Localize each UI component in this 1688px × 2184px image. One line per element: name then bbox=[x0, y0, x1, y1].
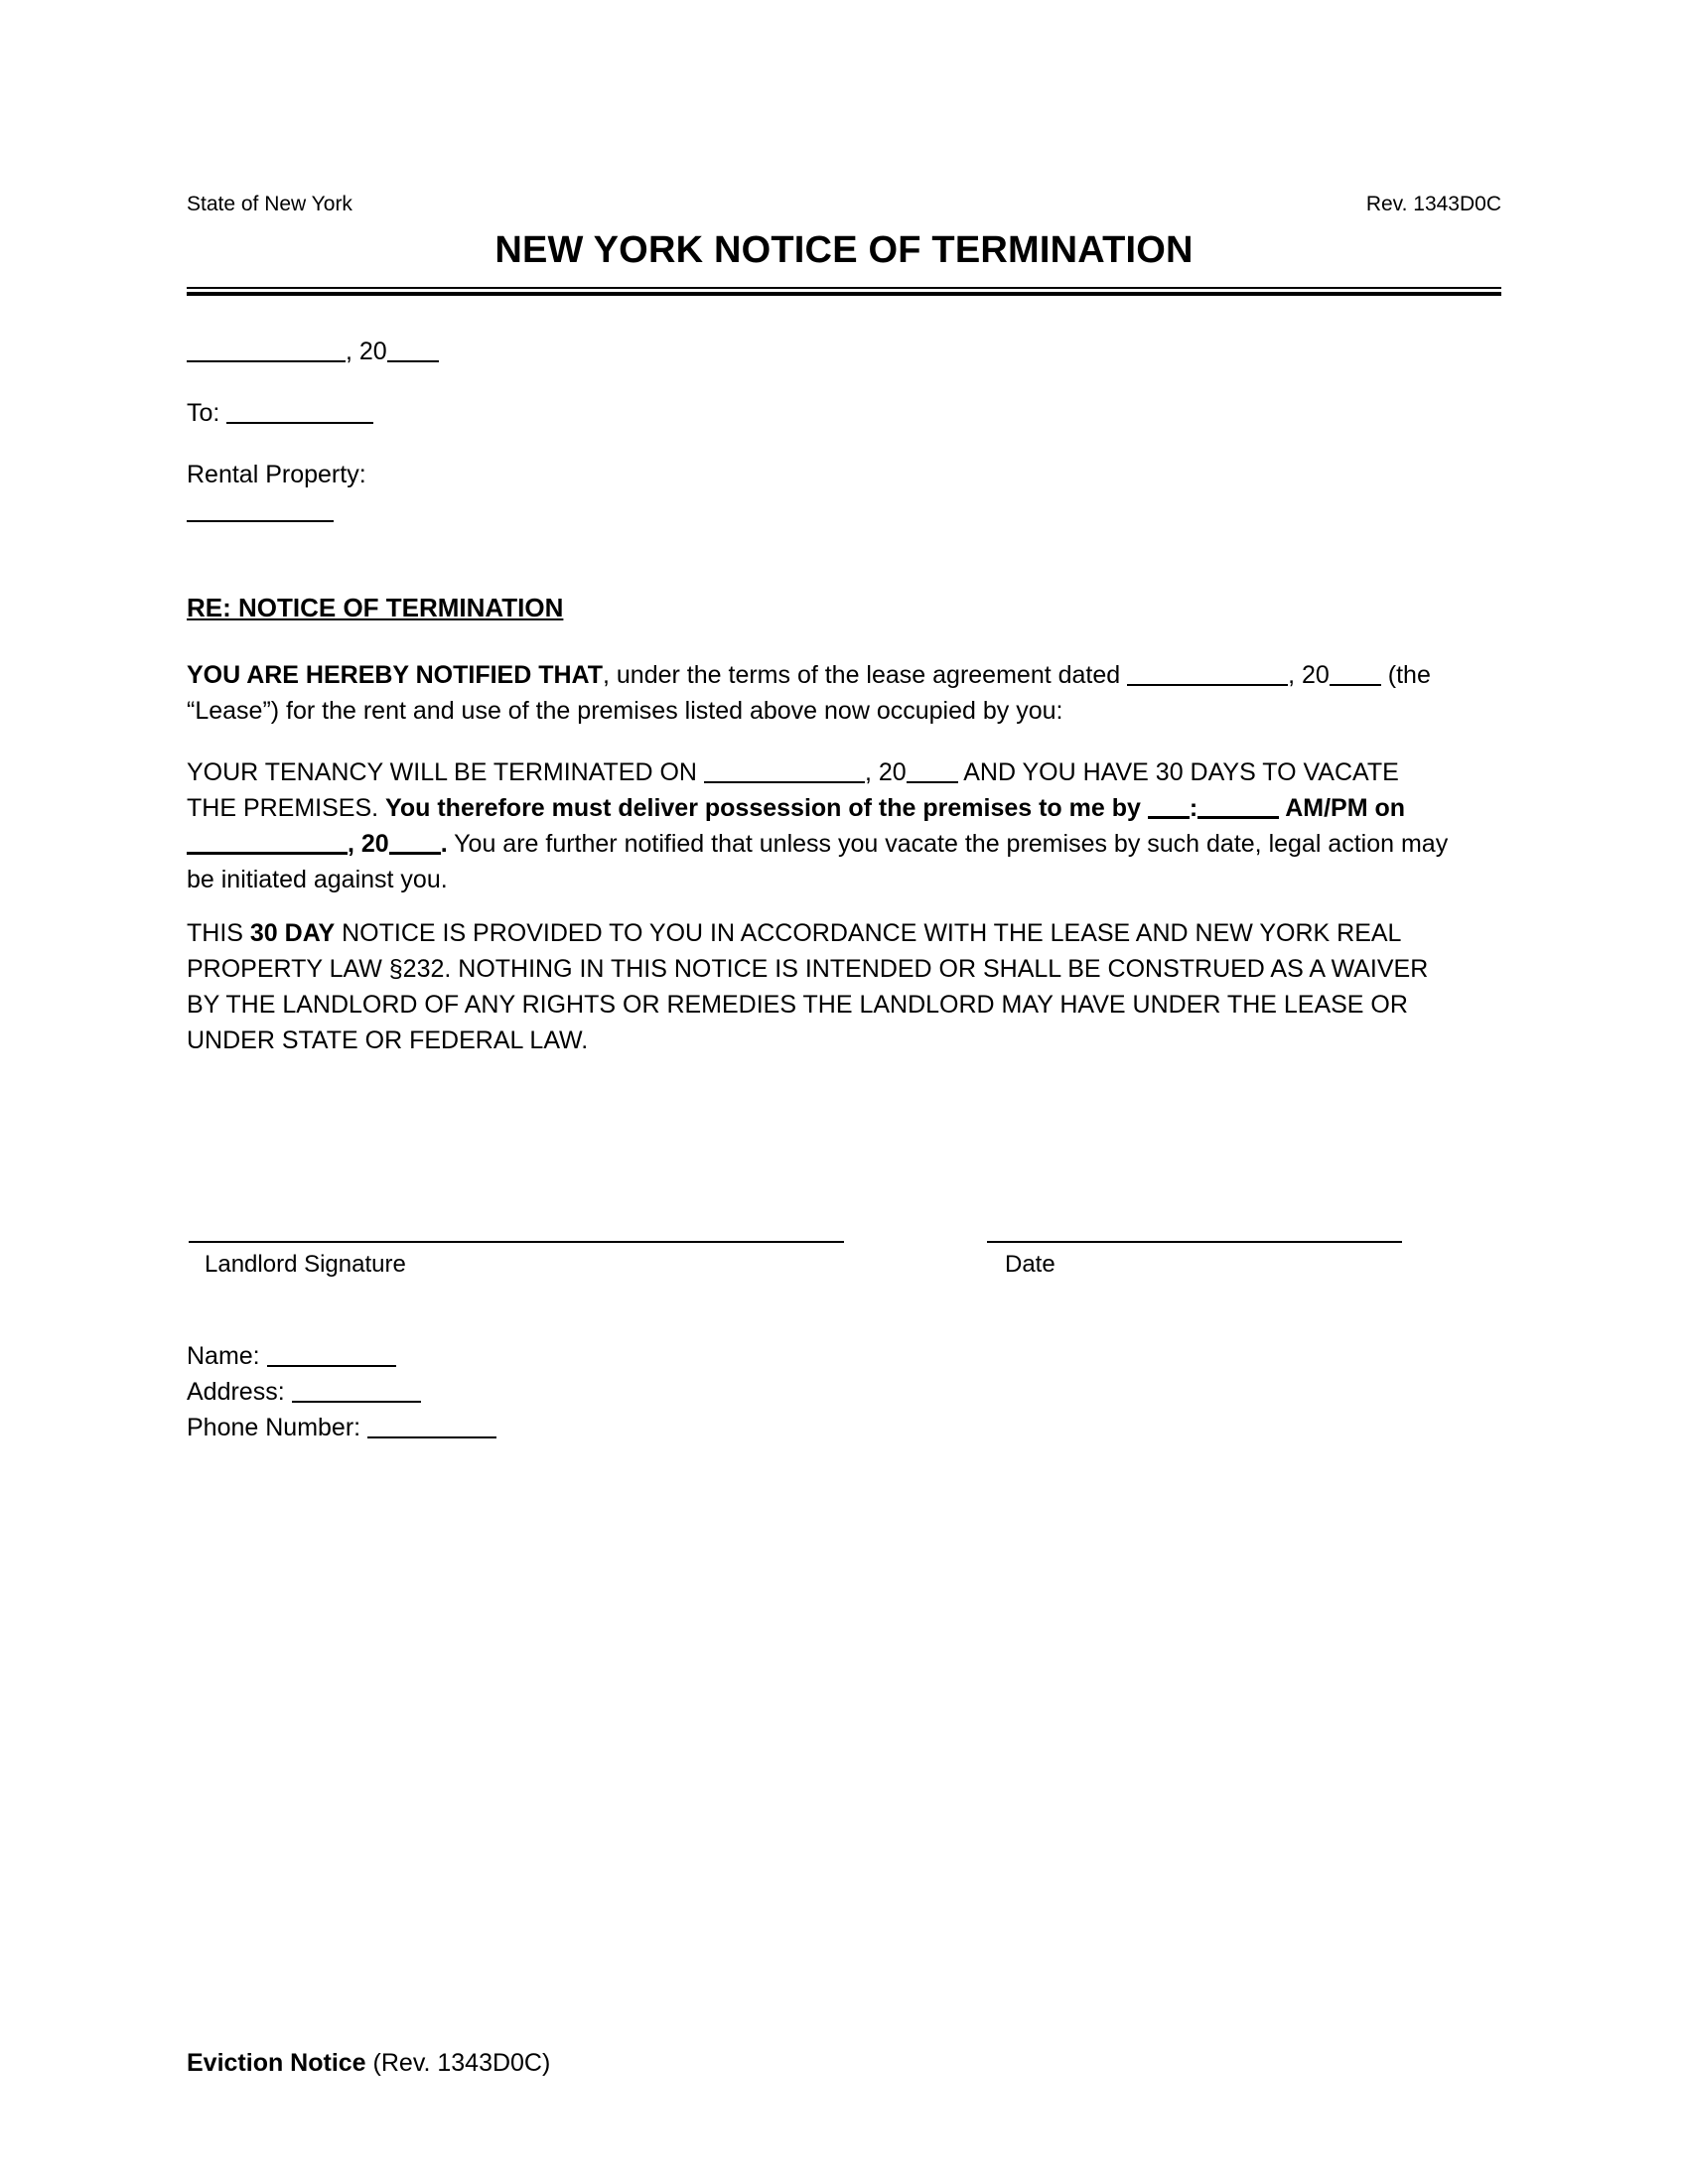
landlord-name-row bbox=[187, 1338, 496, 1374]
footer-revision: (Rev. 1343D0C) bbox=[365, 2049, 551, 2077]
divider-thin-line bbox=[187, 292, 1501, 296]
paragraph-3-text-1: THIS bbox=[187, 919, 250, 947]
signature-date-label: Date bbox=[1005, 1251, 1055, 1278]
paragraph-1-comma: , bbox=[1288, 661, 1296, 689]
paragraph-2-text-3: AND YOU HAVE 30 DAYS TO VACATE THE PREMISES. bbox=[187, 758, 1399, 822]
paragraph-2-year-prefix-1: 20 bbox=[878, 758, 907, 786]
page-title: NEW YORK NOTICE OF TERMINATION bbox=[494, 229, 1194, 271]
landlord-signature-label: Landlord Signature bbox=[205, 1251, 406, 1278]
rental-property-label: Rental Property: bbox=[187, 461, 366, 488]
paragraph-3-text-2: NOTICE IS PROVIDED TO YOU IN ACCORDANCE WITH THE LEASE AND NEW YORK REAL PROPERTY LAW §232. NOTHING IN THIS NOTICE IS INTENDED OR SHALL BE CONSTRUED AS A WAIVER BY THE LANDLORD OF ANY RIGHTS OR REMEDIES THE LANDLORD MAY HAVE UNDER THE LEASE OR UNDER STATE OR FEDERAL LAW. bbox=[187, 919, 1429, 1054]
paragraph-1-text-1: , under the terms of the lease agreement dated bbox=[603, 661, 1128, 689]
landlord-name-blank[interactable] bbox=[267, 1365, 396, 1367]
paragraph-notified bbox=[187, 657, 1450, 729]
paragraph-2-text-1: YOUR TENANCY WILL BE TERMINATED ON bbox=[187, 758, 704, 786]
lease-date-blank[interactable] bbox=[1127, 684, 1288, 686]
state-label: State of New York bbox=[187, 193, 352, 215]
paragraph-1-text-3: (the “Lease”) for the rent and use of the premises listed above now occupied by you: bbox=[187, 661, 1431, 725]
lease-year-blank[interactable] bbox=[1330, 684, 1381, 686]
paragraph-statutory-notice bbox=[187, 915, 1450, 1058]
possession-hour-blank[interactable] bbox=[1148, 816, 1190, 819]
termination-date-blank[interactable] bbox=[704, 781, 865, 783]
thirty-day-bold: 30 DAY bbox=[249, 919, 336, 947]
deliver-possession-bold: You therefore must deliver possession of the premises to me by bbox=[385, 794, 1148, 822]
possession-minute-blank[interactable] bbox=[1197, 816, 1279, 819]
rental-property-block bbox=[187, 457, 366, 530]
paragraph-2-comma-1: , bbox=[864, 758, 879, 786]
paragraph-termination bbox=[187, 754, 1450, 897]
to-label: To: bbox=[187, 399, 227, 427]
date-blank[interactable] bbox=[187, 360, 346, 362]
time-colon: : bbox=[1189, 794, 1198, 822]
hereby-notified-lead: YOU ARE HEREBY NOTIFIED THAT bbox=[187, 661, 604, 689]
landlord-address-blank[interactable] bbox=[292, 1401, 421, 1403]
document-sheet bbox=[187, 0, 1501, 2184]
notice-date-line bbox=[187, 334, 439, 370]
date-year-prefix: 20 bbox=[358, 338, 387, 365]
header-divider bbox=[187, 287, 1501, 296]
re-heading: RE: NOTICE OF TERMINATION bbox=[187, 593, 564, 622]
paragraph-1-year-prefix: 20 bbox=[1302, 661, 1330, 689]
termination-year-blank[interactable] bbox=[907, 781, 958, 783]
document-footer bbox=[187, 2047, 550, 2079]
date-year-blank[interactable] bbox=[387, 360, 439, 362]
recipient-line bbox=[187, 395, 373, 432]
landlord-address-label: Address: bbox=[187, 1378, 292, 1406]
paragraph-2-year-prefix-2: 20 bbox=[360, 830, 389, 858]
landlord-address-row bbox=[187, 1374, 496, 1410]
rental-property-blank-row bbox=[187, 493, 366, 530]
recipient-name-blank[interactable] bbox=[226, 422, 373, 424]
landlord-contact-block bbox=[187, 1338, 496, 1445]
possession-date-blank[interactable] bbox=[187, 852, 348, 855]
document-header-row bbox=[187, 191, 1501, 218]
possession-year-blank[interactable] bbox=[389, 852, 441, 855]
date-comma: , bbox=[346, 338, 359, 365]
paragraph-2-period: . bbox=[440, 830, 448, 858]
landlord-name-label: Name: bbox=[187, 1342, 267, 1370]
paragraph-2-comma-2: , bbox=[348, 830, 361, 858]
footer-doc-name: Eviction Notice bbox=[187, 2049, 366, 2077]
ampm-label: AM/PM on bbox=[1279, 794, 1406, 822]
landlord-phone-label: Phone Number: bbox=[187, 1414, 368, 1441]
landlord-signature-line[interactable] bbox=[189, 1241, 844, 1243]
revision-code: Rev. 1343D0C bbox=[1365, 193, 1501, 215]
landlord-phone-row bbox=[187, 1410, 496, 1445]
rental-property-blank[interactable] bbox=[187, 520, 334, 522]
landlord-phone-blank[interactable] bbox=[367, 1436, 496, 1438]
signature-date-line[interactable] bbox=[987, 1241, 1402, 1243]
paragraph-2-text-4: You are further notified that unless you vacate the premises by such date, legal action may be initiated against you. bbox=[187, 830, 1449, 893]
